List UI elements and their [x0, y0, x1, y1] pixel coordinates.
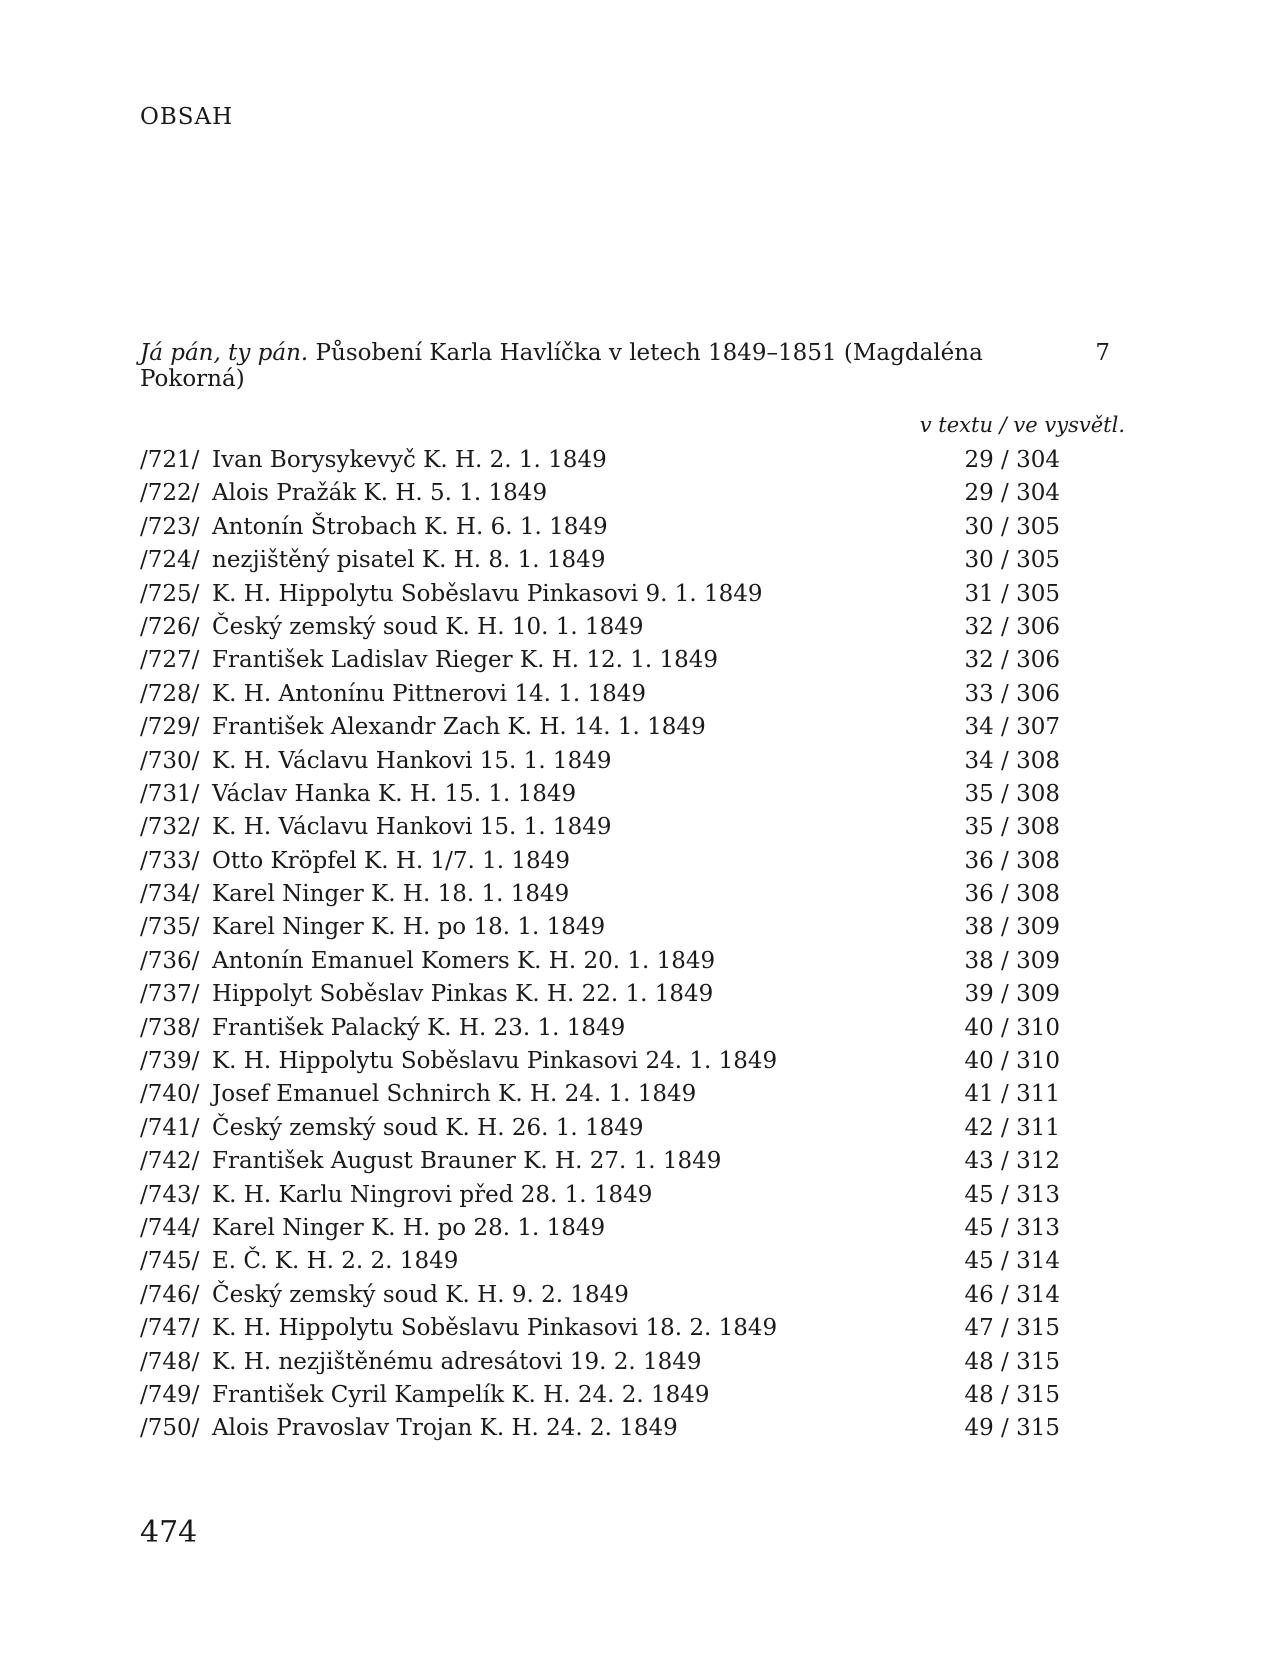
list-item: [140, 644, 1060, 677]
entry-pages: 30 / 305: [964, 513, 1060, 540]
contents-list: [140, 444, 1060, 1446]
entry-number: /721/: [140, 447, 200, 473]
entry-number: /730/: [140, 747, 200, 774]
entry-pages: 47 / 315: [964, 1315, 1060, 1342]
entry-number: /747/: [140, 1315, 200, 1342]
entry-number: /742/: [140, 1148, 200, 1175]
entry-number: /729/: [140, 714, 200, 741]
entry-number: /736/: [140, 947, 200, 974]
list-item: [140, 1312, 1060, 1345]
list-item: [140, 1112, 1060, 1145]
entry-number: /726/: [140, 613, 200, 640]
entry-number: /734/: [140, 881, 200, 908]
entry-number: /727/: [140, 647, 200, 674]
entry-title: K. H. Hippolytu Soběslavu Pinkasovi 24. 1. 1849: [212, 1048, 778, 1075]
list-item: [140, 745, 1060, 778]
entry-title: K. H. Václavu Hankovi 15. 1. 1849: [212, 747, 612, 774]
entry-pages: 35 / 308: [964, 814, 1060, 841]
entry-title: K. H. Hippolytu Soběslavu Pinkasovi 18. 2. 1849: [212, 1315, 778, 1342]
entry-pages: 40 / 310: [964, 1014, 1060, 1041]
entry-title: Antonín Emanuel Komers K. H. 20. 1. 1849: [212, 947, 716, 974]
entry-pages: 32 / 306: [964, 613, 1060, 640]
entry-title: Český zemský soud K. H. 10. 1. 1849: [212, 613, 644, 640]
list-item: [140, 1379, 1060, 1412]
list-item: [140, 1212, 1060, 1245]
entry-pages: 41 / 311: [964, 1081, 1060, 1108]
entry-title: Český zemský soud K. H. 9. 2. 1849: [212, 1281, 629, 1308]
entry-pages: 39 / 309: [964, 981, 1060, 1008]
entry-pages: 45 / 313: [964, 1214, 1060, 1241]
entry-pages: 33 / 306: [964, 680, 1060, 707]
entry-title: K. H. Antonínu Pittnerovi 14. 1. 1849: [212, 680, 647, 707]
entry-number: /732/: [140, 814, 200, 841]
entry-title: Český zemský soud K. H. 26. 1. 1849: [212, 1114, 644, 1141]
list-item: [140, 444, 1060, 477]
list-item: [140, 911, 1060, 944]
entry-number: /745/: [140, 1248, 200, 1275]
entry-title: František August Brauner K. H. 27. 1. 1849: [212, 1148, 722, 1175]
list-item: [140, 778, 1060, 811]
entry-title: František Ladislav Rieger K. H. 12. 1. 1849: [212, 647, 719, 674]
entry-number: /735/: [140, 914, 200, 941]
entry-pages: 35 / 308: [964, 780, 1060, 807]
intro-entry: [140, 340, 1110, 392]
entry-number: /737/: [140, 981, 200, 1008]
entry-number: /728/: [140, 680, 200, 707]
entry-pages: 36 / 308: [964, 881, 1060, 908]
entry-title: Hippolyt Soběslav Pinkas K. H. 22. 1. 1849: [212, 981, 714, 1008]
list-item: [140, 1045, 1060, 1078]
entry-pages: 45 / 314: [964, 1248, 1060, 1275]
entry-title: E. Č. K. H. 2. 2. 1849: [212, 1248, 459, 1275]
entry-title: Alois Pravoslav Trojan K. H. 24. 2. 1849: [212, 1415, 678, 1442]
list-item: [140, 544, 1060, 577]
list-item: [140, 845, 1060, 878]
entry-number: /724/: [140, 547, 200, 574]
entry-number: /749/: [140, 1381, 200, 1408]
entry-pages: 46 / 314: [964, 1281, 1060, 1308]
list-item: [140, 678, 1060, 711]
entry-title: Karel Ninger K. H. 18. 1. 1849: [212, 881, 570, 908]
entry-pages: 36 / 308: [964, 847, 1060, 874]
entry-pages: 34 / 308: [964, 747, 1060, 774]
list-item: [140, 1179, 1060, 1212]
list-item: [140, 511, 1060, 544]
entry-pages: 34 / 307: [964, 714, 1060, 741]
entry-pages: 30 / 305: [964, 547, 1060, 574]
entry-pages: 38 / 309: [964, 914, 1060, 941]
entry-title: František Palacký K. H. 23. 1. 1849: [212, 1014, 626, 1041]
list-item: [140, 878, 1060, 911]
list-item: [140, 1145, 1060, 1178]
entry-pages: 32 / 306: [964, 647, 1060, 674]
entry-title: nezjištěný pisatel K. H. 8. 1. 1849: [212, 547, 606, 574]
list-item: [140, 1279, 1060, 1312]
entry-number: /743/: [140, 1181, 200, 1208]
entry-number: /733/: [140, 847, 200, 874]
entry-title: Antonín Štrobach K. H. 6. 1. 1849: [212, 513, 608, 540]
entry-pages: 48 / 315: [964, 1381, 1060, 1408]
entry-number: /725/: [140, 580, 200, 607]
list-item: [140, 1346, 1060, 1379]
entry-number: /744/: [140, 1214, 200, 1241]
entry-pages: 43 / 312: [964, 1148, 1060, 1175]
entry-title: Alois Pražák K. H. 5. 1. 1849: [212, 480, 548, 507]
list-item: [140, 477, 1060, 510]
list-item: [140, 1012, 1060, 1045]
entry-pages: 49 / 315: [964, 1415, 1060, 1442]
entry-number: /731/: [140, 780, 200, 807]
entry-title: K. H. Hippolytu Soběslavu Pinkasovi 9. 1. 1849: [212, 580, 763, 607]
list-item: [140, 1078, 1060, 1111]
page-number: 474: [140, 1515, 198, 1550]
intro-page-number: 7: [1095, 340, 1110, 366]
running-head: OBSAH: [140, 104, 234, 130]
entry-number: /750/: [140, 1415, 200, 1442]
list-item: [140, 611, 1060, 644]
entry-number: /738/: [140, 1014, 200, 1041]
entry-title: František Alexandr Zach K. H. 14. 1. 1849: [212, 714, 706, 741]
entry-number: /748/: [140, 1348, 200, 1375]
entry-pages: 29 / 304: [964, 480, 1060, 507]
entry-title: Josef Emanuel Schnirch K. H. 24. 1. 1849: [212, 1081, 697, 1108]
entry-pages: 40 / 310: [964, 1048, 1060, 1075]
list-item: [140, 1412, 1060, 1445]
list-item: [140, 811, 1060, 844]
entry-title: K. H. nezjištěnému adresátovi 19. 2. 1849: [212, 1348, 702, 1375]
entry-number: /740/: [140, 1081, 200, 1108]
entry-title: František Cyril Kampelík K. H. 24. 2. 1849: [212, 1381, 710, 1408]
entry-pages: 29 / 304: [964, 447, 1060, 473]
entry-pages: 38 / 309: [964, 947, 1060, 974]
entry-title: K. H. Karlu Ningrovi před 28. 1. 1849: [212, 1181, 653, 1208]
entry-number: /722/: [140, 480, 200, 507]
entry-pages: 48 / 315: [964, 1348, 1060, 1375]
entry-number: /746/: [140, 1281, 200, 1308]
list-item: [140, 1245, 1060, 1278]
entry-pages: 31 / 305: [964, 580, 1060, 607]
entry-title: Karel Ninger K. H. po 28. 1. 1849: [212, 1214, 606, 1241]
entry-title: Otto Kröpfel K. H. 1/7. 1. 1849: [212, 847, 570, 874]
entry-number: /739/: [140, 1048, 200, 1075]
list-item: [140, 578, 1060, 611]
entry-number: /741/: [140, 1114, 200, 1141]
entry-number: /723/: [140, 513, 200, 540]
entry-title: K. H. Václavu Hankovi 15. 1. 1849: [212, 814, 612, 841]
column-header: v textu / ve vysvětl.: [919, 413, 1125, 437]
entry-pages: 42 / 311: [964, 1114, 1060, 1141]
list-item: [140, 978, 1060, 1011]
entry-title: Václav Hanka K. H. 15. 1. 1849: [212, 780, 577, 807]
entry-title: Ivan Borysykevyč K. H. 2. 1. 1849: [212, 447, 607, 473]
entry-title: Karel Ninger K. H. po 18. 1. 1849: [212, 914, 606, 941]
intro-title-italic: Já pán, ty pán.: [140, 340, 309, 366]
intro-title-rest: Působení Karla Havlíčka v letech 1849–1851 (Magdaléna Pokorná): [140, 340, 983, 392]
entry-pages: 45 / 313: [964, 1181, 1060, 1208]
list-item: [140, 945, 1060, 978]
list-item: [140, 711, 1060, 744]
